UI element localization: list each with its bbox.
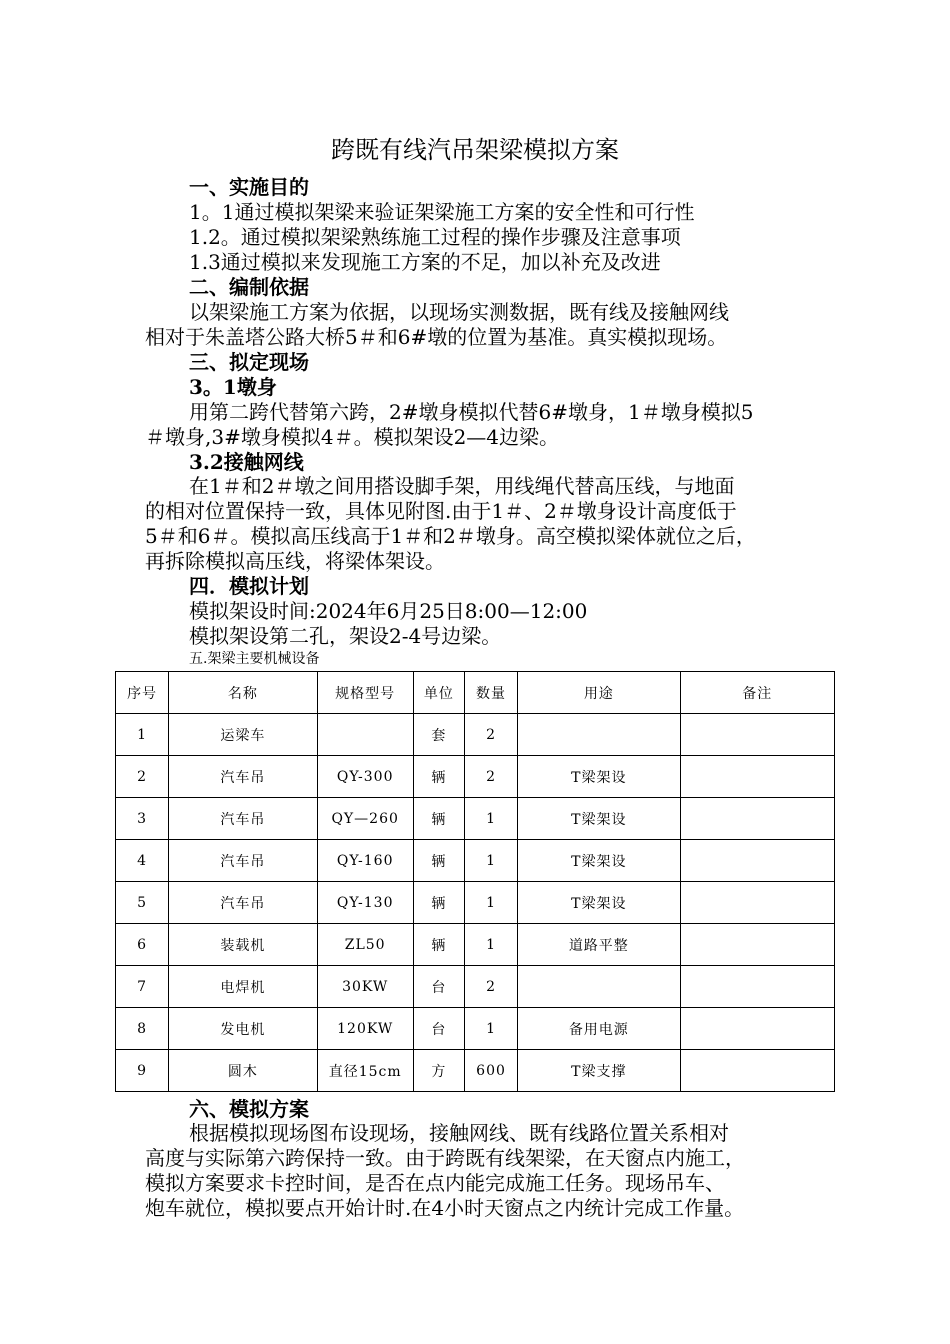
section-2-heading: 二、编制依据 [189, 275, 309, 299]
table-cell: QY-300 [317, 756, 413, 798]
header-cell: 备注 [680, 672, 834, 714]
table-cell: 9 [116, 1050, 169, 1092]
table-cell: 电焊机 [169, 966, 317, 1008]
table-cell: 7 [116, 966, 169, 1008]
table-cell: 装载机 [169, 924, 317, 966]
table-cell: 1 [464, 924, 517, 966]
table-cell: 1 [464, 882, 517, 924]
table-row [116, 882, 835, 924]
table-cell [680, 756, 834, 798]
table-cell: 直径15cm [317, 1050, 413, 1092]
table-cell: 辆 [413, 756, 464, 798]
table-cell: 备用电源 [518, 1008, 680, 1050]
section-6-heading: 六、模拟方案 [189, 1097, 309, 1121]
table-row [116, 924, 835, 966]
header-cell: 数量 [464, 672, 517, 714]
table-cell: 汽车吊 [169, 840, 317, 882]
table-cell: 汽车吊 [169, 882, 317, 924]
section-4-heading: 四．模拟计划 [189, 574, 309, 598]
header-cell: 名称 [169, 672, 317, 714]
section-3-heading: 三、拟定现场 [189, 350, 309, 374]
section-2-line-1: 以架梁施工方案为依据，以现场实测数据，既有线及接触网线 [189, 300, 729, 324]
table-cell: 运梁车 [169, 714, 317, 756]
table-cell: T梁架设 [518, 798, 680, 840]
section-3-1-heading: 3。1墩身 [189, 375, 277, 399]
table-cell: 汽车吊 [169, 756, 317, 798]
table-cell [680, 840, 834, 882]
table-cell [680, 1050, 834, 1092]
table-cell [680, 924, 834, 966]
table-row [116, 966, 835, 1008]
table-row [116, 756, 835, 798]
table-cell: 套 [413, 714, 464, 756]
section-3-2-line-3: 5＃和6＃。模拟高压线高于1＃和2＃墩身。高空模拟梁体就位之后， [145, 524, 756, 548]
table-cell: 辆 [413, 924, 464, 966]
table-cell: 30KW [317, 966, 413, 1008]
table-cell: 4 [116, 840, 169, 882]
table-cell: 1 [464, 798, 517, 840]
table-cell: QY-160 [317, 840, 413, 882]
table-cell: 方 [413, 1050, 464, 1092]
table-cell: 台 [413, 1008, 464, 1050]
table-cell [680, 966, 834, 1008]
table-row [116, 840, 835, 882]
table-cell [680, 1008, 834, 1050]
table-cell [680, 714, 834, 756]
table-cell: T梁架设 [518, 840, 680, 882]
table-header-row [116, 672, 835, 714]
table-cell: 600 [464, 1050, 517, 1092]
table-cell: 发电机 [169, 1008, 317, 1050]
table-cell: 120KW [317, 1008, 413, 1050]
section-6-line-3: 模拟方案要求卡控时间，是否在点内能完成施工任务。现场吊车、 [145, 1171, 725, 1195]
header-cell: 用途 [518, 672, 680, 714]
document-title: 跨既有线汽吊架梁模拟方案 [331, 136, 619, 164]
table-cell [680, 882, 834, 924]
table-cell: 2 [464, 756, 517, 798]
table-cell [317, 714, 413, 756]
table-cell [518, 966, 680, 1008]
section-6-line-2: 高度与实际第六跨保持一致。由于跨既有线架梁，在天窗点内施工， [145, 1146, 745, 1170]
table-cell: 2 [464, 966, 517, 1008]
table-cell: 辆 [413, 840, 464, 882]
table-row [116, 1050, 835, 1092]
section-1-item-3: 1.3通过模拟来发现施工方案的不足，加以补充及改进 [189, 250, 661, 274]
table-row [116, 798, 835, 840]
section-5-caption: 五.架梁主要机械设备 [189, 651, 320, 667]
table-cell: QY—260 [317, 798, 413, 840]
section-3-2-line-4: 再拆除模拟高压线，将梁体架设。 [145, 549, 445, 573]
table-cell: T梁架设 [518, 882, 680, 924]
section-1-item-2: 1.2。通过模拟架梁熟练施工过程的操作步骤及注意事项 [189, 225, 681, 249]
table-cell: 圆木 [169, 1050, 317, 1092]
table-cell: T梁架设 [518, 756, 680, 798]
table-cell: 6 [116, 924, 169, 966]
header-cell: 序号 [116, 672, 169, 714]
table-cell: 2 [464, 714, 517, 756]
section-4-line-1: 模拟架设时间:2024年6月25日8:00—12:00 [189, 599, 588, 623]
table-cell: 8 [116, 1008, 169, 1050]
table-cell: 辆 [413, 882, 464, 924]
section-2-line-2: 相对于朱盖塔公路大桥5＃和6#墩的位置为基准。真实模拟现场。 [145, 325, 728, 349]
table-cell: QY-130 [317, 882, 413, 924]
header-cell: 单位 [413, 672, 464, 714]
section-3-2-heading: 3.2接触网线 [189, 450, 304, 474]
section-4-line-2: 模拟架设第二孔，架设2-4号边梁。 [189, 624, 502, 648]
table-cell: T梁支撑 [518, 1050, 680, 1092]
table-cell: 辆 [413, 798, 464, 840]
section-1-heading: 一、实施目的 [189, 175, 309, 199]
table-cell [518, 714, 680, 756]
equipment-table [115, 671, 835, 1092]
table-cell: 汽车吊 [169, 798, 317, 840]
table-cell: 2 [116, 756, 169, 798]
table-cell [680, 798, 834, 840]
table-cell: 3 [116, 798, 169, 840]
header-cell: 规格型号 [317, 672, 413, 714]
section-3-1-line-2: ＃墩身,3#墩身模拟4＃。模拟架设2—4边梁。 [145, 425, 560, 449]
table-row [116, 714, 835, 756]
section-6-line-4: 炮车就位，模拟要点开始计时.在4小时天窗点之内统计完成工作量。 [145, 1196, 745, 1220]
section-1-item-1: 1。1通过模拟架梁来验证架梁施工方案的安全性和可行性 [189, 200, 695, 224]
table-cell: 5 [116, 882, 169, 924]
table-cell: 1 [464, 1008, 517, 1050]
table-cell: 台 [413, 966, 464, 1008]
section-3-2-line-2: 的相对位置保持一致，具体见附图.由于1＃、2＃墩身设计高度低于 [145, 499, 737, 523]
table-cell: ZL50 [317, 924, 413, 966]
table-cell: 道路平整 [518, 924, 680, 966]
table-row [116, 1008, 835, 1050]
section-3-2-line-1: 在1＃和2＃墩之间用搭设脚手架，用线绳代替高压线，与地面 [189, 474, 735, 498]
section-3-1-line-1: 用第二跨代替第六跨，2#墩身模拟代替6#墩身，1＃墩身模拟5 [189, 400, 754, 424]
section-6-line-1: 根据模拟现场图布设现场，接触网线、既有线路位置关系相对 [189, 1121, 729, 1145]
table-cell: 1 [116, 714, 169, 756]
table-cell: 1 [464, 840, 517, 882]
